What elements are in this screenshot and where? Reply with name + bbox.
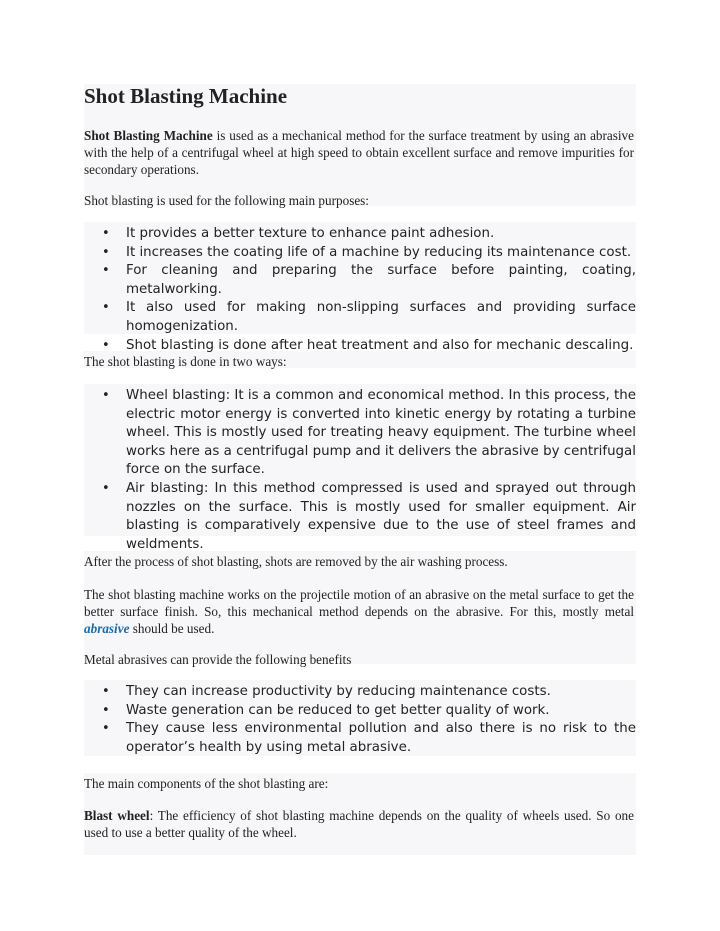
after-process-paragraph: After the process of shot blasting, shots are removed by the air washing process. [84, 554, 508, 569]
list-item: • It increases the coating life of a machine by reducing its maintenance cost. [84, 244, 636, 263]
list-item: • Wheel blasting: It is a common and economical method. In this process, the electric motor energy is converted into kinetic energy by rotating a turbine wheel. This is mostly used for treating heavy equipment. The turbine wheel works here as a centrifugal pump and it delivers the abrasive by centrifugal force on the surface. [102, 388, 636, 478]
projectile-paragraph: The shot blasting machine works on the projectile motion of an abrasive on the metal surface to get the better surface finish. So, this mechanical method depends on the abrasive. For this, mostly metal abrasive should be used. [84, 587, 634, 636]
list-item: • It provides a better texture to enhance paint adhesion. [84, 225, 636, 244]
list-item: • They cause less environmental pollution and also there is no risk to the operator’s health by using metal abrasive. [102, 721, 636, 755]
list-item: • They can increase productivity by reducing maintenance costs. [84, 683, 636, 702]
bullet-icon: • [102, 244, 110, 260]
blast-wheel-paragraph: Blast wheel: The efficiency of shot blasting machine depends on the quality of wheels used. So one used to use a better quality of the wheel. [84, 808, 634, 840]
list-item: • Air blasting: In this method compressed is used and sprayed out through nozzles on the surface. This is mostly used for smaller equipment. Air blasting is comparatively expensive due to the use of steel frames and weldments. [102, 480, 636, 552]
bullet-icon: • [102, 263, 110, 279]
purposes-intro: Shot blasting is used for the following main purposes: [84, 193, 369, 208]
ways-intro: The shot blasting is done in two ways: [84, 354, 287, 369]
bullet-icon: • [102, 721, 110, 737]
intro-bold-term: Shot Blasting Machine [84, 128, 213, 143]
components-intro: The main components of the shot blasting are: [84, 776, 329, 791]
purposes-list [84, 225, 636, 355]
bullet-icon: • [102, 388, 110, 403]
list-item: • It also used for making non-slipping surfaces and providing surface homogenization. [102, 300, 636, 334]
bullet-icon: • [102, 300, 110, 316]
ways-list [84, 387, 636, 554]
bullet-icon: • [102, 226, 110, 241]
bullet-icon: • [102, 684, 110, 699]
benefits-intro: Metal abrasives can provide the following benefits [84, 652, 352, 667]
list-item: • Shot blasting is done after heat treatment and also for mechanic descaling. [84, 337, 636, 356]
intro-paragraph [84, 127, 634, 178]
benefits-list [84, 683, 636, 757]
blast-wheel-term: Blast wheel [84, 808, 150, 823]
list-item: • For cleaning and preparing the surface before painting, coating, metalworking. [102, 263, 636, 297]
page-title: Shot Blasting Machine [84, 84, 288, 108]
list-item: • Waste generation can be reduced to get better quality of work. [84, 702, 636, 721]
bullet-icon: • [102, 480, 110, 496]
intro-text: is used as a mechanical method for the surface treatment by using an abrasive with the help of a centrifugal wheel at high speed to obtain excellent surface and remove impurities for secondary operations. [84, 128, 635, 177]
bullet-icon: • [102, 702, 110, 718]
abrasive-link[interactable]: abrasive [84, 621, 130, 636]
bullet-icon: • [102, 337, 110, 353]
